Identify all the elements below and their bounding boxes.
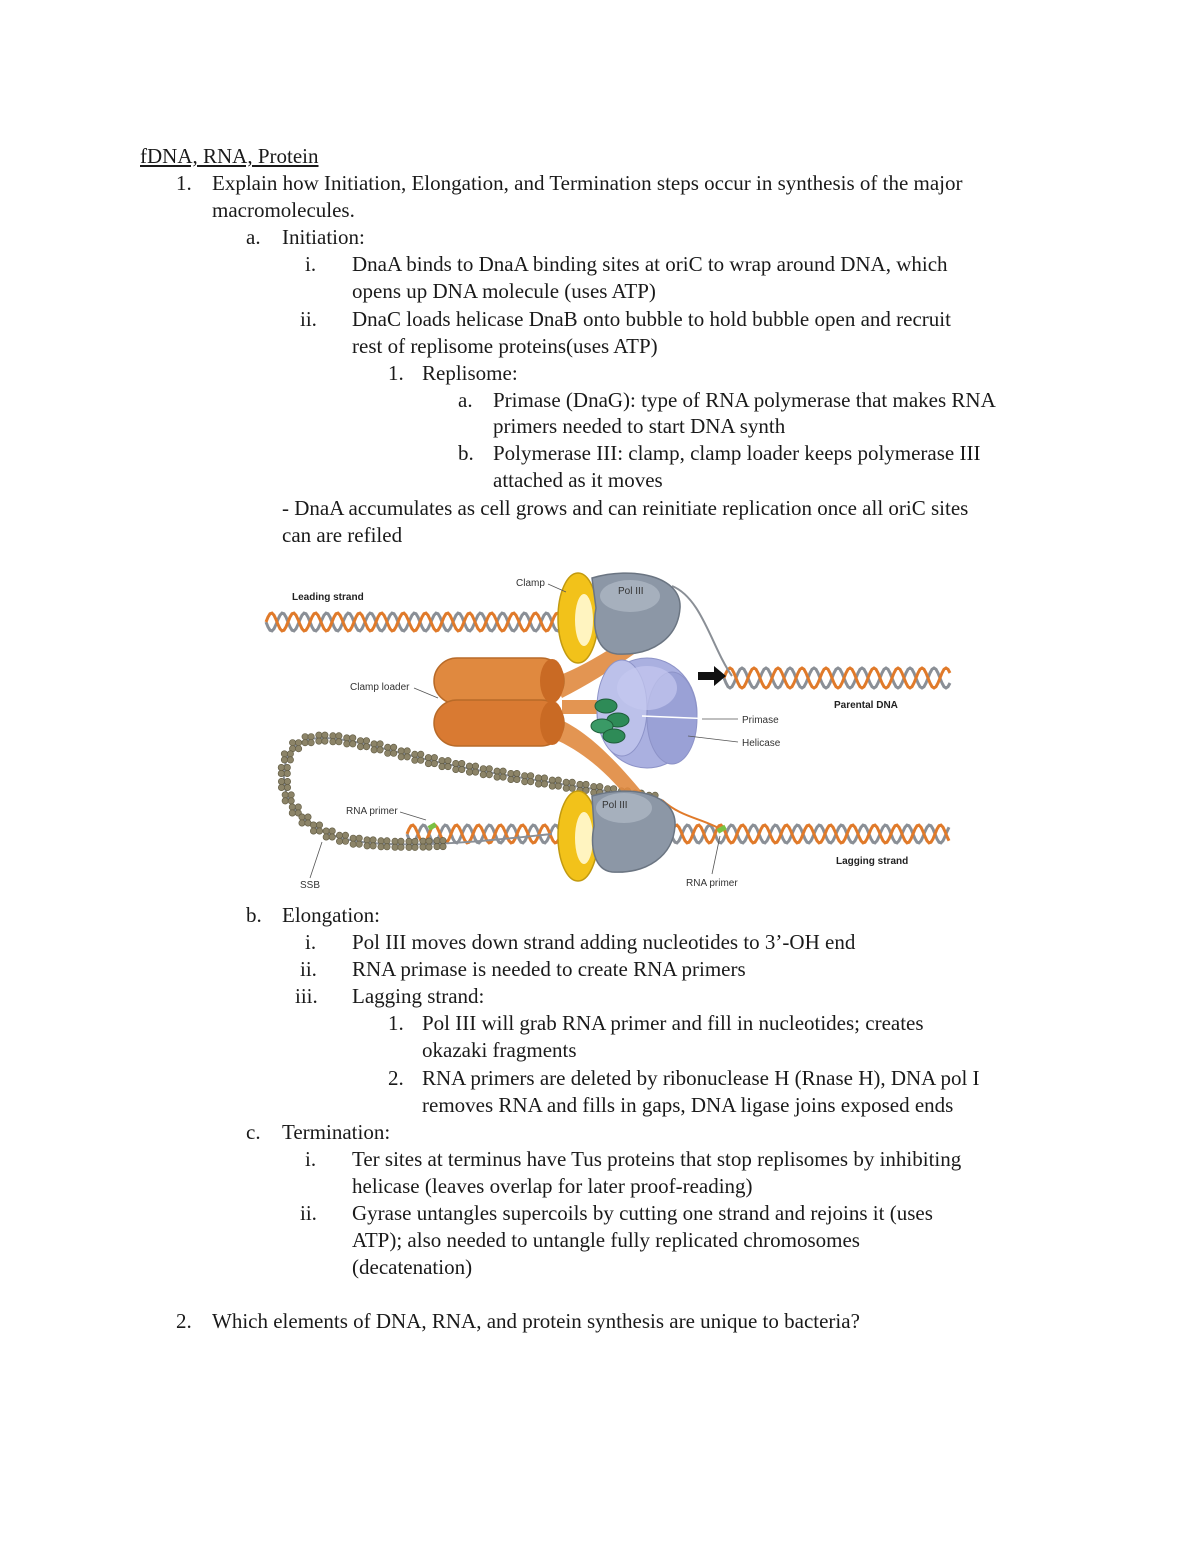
termination-i-line2: helicase (leaves overlap for later proof-reading)	[352, 1174, 753, 1198]
helicase-label: Helicase	[742, 738, 781, 749]
elongation-iii-text: Lagging strand:	[352, 984, 485, 1008]
rna-primer-left-leader-line	[400, 812, 426, 820]
lagging-2-line2: removes RNA and fills in gaps, DNA ligase joins exposed ends	[422, 1093, 954, 1117]
ssb-leader-line	[310, 842, 322, 878]
leading-strand-helix	[266, 613, 566, 631]
elongation-iii-label: iii.	[295, 984, 318, 1008]
termination-i-label: i.	[305, 1147, 317, 1171]
lagging-1-line1: Pol III will grab RNA primer and fill in nucleotides; creates	[422, 1011, 924, 1035]
lagging-1-line2: okazaki fragments	[422, 1038, 577, 1062]
q1-text-line2: macromolecules.	[212, 198, 355, 222]
termination-heading: Termination:	[282, 1120, 391, 1144]
termination-label: c.	[246, 1120, 261, 1144]
replisome-label: 1.	[388, 361, 404, 385]
elongation-ii-text: RNA primase is needed to create RNA primers	[352, 957, 746, 981]
initiation-ii-label: ii.	[300, 307, 317, 331]
rna-primer-bottom-leader-line	[712, 836, 720, 874]
replisome-a-line1: Primase (DnaG): type of RNA polymerase that makes RNA	[493, 388, 996, 412]
initiation-heading: Initiation:	[282, 225, 365, 249]
lagging-2-label: 2.	[388, 1066, 404, 1090]
rna-primer-bottom-label: RNA primer	[686, 878, 738, 889]
elongation-heading: Elongation:	[282, 903, 380, 927]
elongation-ii-label: ii.	[300, 957, 317, 981]
clamp-loader-body	[434, 658, 564, 746]
replisome-a-line2: primers needed to start DNA synth	[493, 414, 786, 438]
pol-iii-top-label: Pol III	[618, 586, 644, 597]
termination-ii-line1: Gyrase untangles supercoils by cutting one strand and rejoins it (uses	[352, 1201, 933, 1225]
clamp-loader-leader-line	[414, 688, 438, 698]
primase-label: Primase	[742, 715, 779, 726]
initiation-i-label: i.	[305, 252, 317, 276]
q2-text: Which elements of DNA, RNA, and protein synthesis are unique to bacteria?	[212, 1309, 860, 1333]
replisome-heading: Replisome:	[422, 361, 518, 385]
elongation-i-label: i.	[305, 930, 317, 954]
clamp-loader-label: Clamp loader	[350, 682, 410, 693]
replisome-b-label: b.	[458, 441, 474, 465]
initiation-i-line2: opens up DNA molecule (uses ATP)	[352, 279, 656, 303]
fork-strand-top	[672, 586, 732, 676]
replisome-b-line1: Polymerase III: clamp, clamp loader keeps polymerase III	[493, 441, 981, 465]
parental-dna-helix	[724, 668, 950, 688]
initiation-note-line2: can are refiled	[282, 523, 403, 547]
initiation-note-line1: - DnaA accumulates as cell grows and can reinitiate replication once all oriC sites	[282, 496, 969, 520]
direction-arrow	[698, 666, 726, 686]
clamp-label: Clamp	[516, 578, 545, 589]
helicase-leader-line	[688, 736, 738, 742]
termination-i-line1: Ter sites at terminus have Tus proteins that stop replisomes by inhibiting	[352, 1147, 962, 1171]
elongation-i-text: Pol III moves down strand adding nucleotides to 3’-OH end	[352, 930, 856, 954]
initiation-i-line1: DnaA binds to DnaA binding sites at oriC to wrap around DNA, which	[352, 252, 948, 276]
parental-dna-label: Parental DNA	[834, 700, 898, 711]
q1-number: 1.	[176, 171, 192, 195]
initiation-label: a.	[246, 225, 261, 249]
document-title: fDNA, RNA, Protein	[140, 144, 319, 168]
elongation-label: b.	[246, 903, 262, 927]
termination-ii-line3: (decatenation)	[352, 1255, 473, 1279]
rna-primer-left-label: RNA primer	[346, 806, 398, 817]
replisome-b-line2: attached as it moves	[493, 468, 663, 492]
lagging-strand-label: Lagging strand	[836, 856, 909, 867]
initiation-ii-line1: DnaC loads helicase DnaB onto bubble to hold bubble open and recruit	[352, 307, 951, 331]
initiation-ii-line2: rest of replisome proteins(uses ATP)	[352, 334, 658, 358]
ssb-label: SSB	[300, 880, 321, 891]
leading-strand-label: Leading strand	[292, 592, 364, 603]
termination-ii-label: ii.	[300, 1201, 317, 1225]
q1-text-line1: Explain how Initiation, Elongation, and Termination steps occur in synthesis of the major	[212, 171, 963, 195]
q2-number: 2.	[176, 1309, 192, 1333]
replisome-diagram	[262, 568, 954, 894]
pol-iii-bottom-label: Pol III	[602, 800, 628, 811]
lagging-1-label: 1.	[388, 1011, 404, 1035]
lagging-2-line1: RNA primers are deleted by ribonuclease H (Rnase H), DNA pol I	[422, 1066, 980, 1090]
replisome-a-label: a.	[458, 388, 473, 412]
termination-ii-line2: ATP); also needed to untangle fully replicated chromosomes	[352, 1228, 860, 1252]
helicase-hexamer	[597, 658, 697, 768]
